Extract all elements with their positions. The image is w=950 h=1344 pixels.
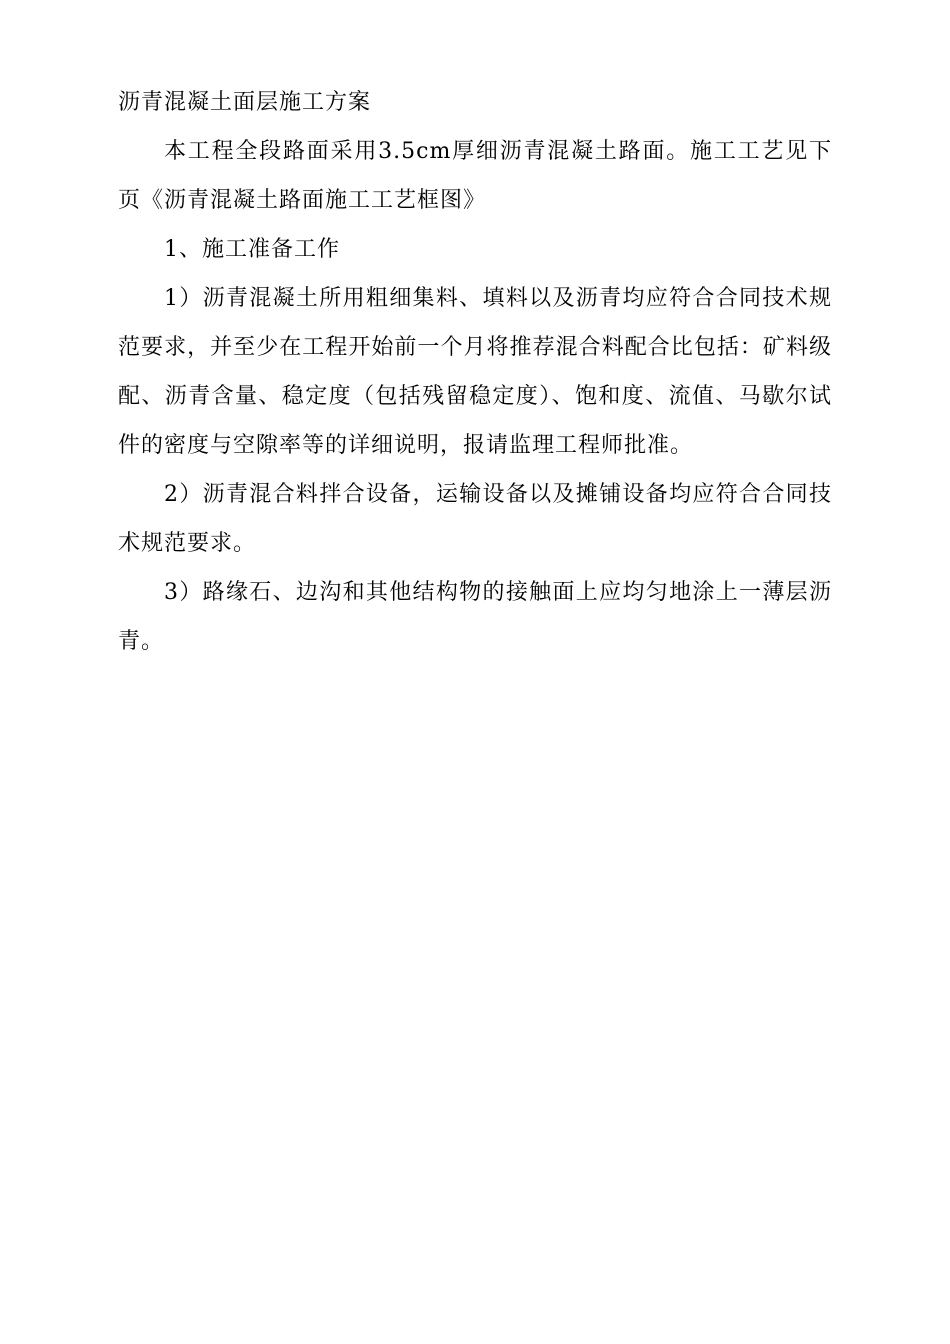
document-body <box>118 78 832 666</box>
section-heading-preparation: 1、施工准备工作 <box>164 237 340 262</box>
paragraph-item-3: 3）路缘石、边沟和其他结构物的接触面上应均匀地涂上一薄层沥青。 <box>118 580 832 654</box>
paragraph-intro: 本工程全段路面采用3.5cm厚细沥青混凝土路面。施工工艺见下页《沥青混凝土路面施工工艺框图》 <box>118 139 832 213</box>
paragraph-item-2: 2）沥青混合料拌合设备，运输设备以及摊铺设备均应符合合同技术规范要求。 <box>118 482 832 556</box>
document-title: 沥青混凝土面层施工方案 <box>118 90 372 115</box>
paragraph-item-1: 1）沥青混凝土所用粗细集料、填料以及沥青均应符合合同技术规范要求，并至少在工程开始前一个月将推荐混合料配合比包括：矿料级配、沥青含量、稳定度（包括残留稳定度）、饱和度、流值、马歇尔试件的密度与空隙率等的详细说明，报请监理工程师批准。 <box>118 286 832 458</box>
